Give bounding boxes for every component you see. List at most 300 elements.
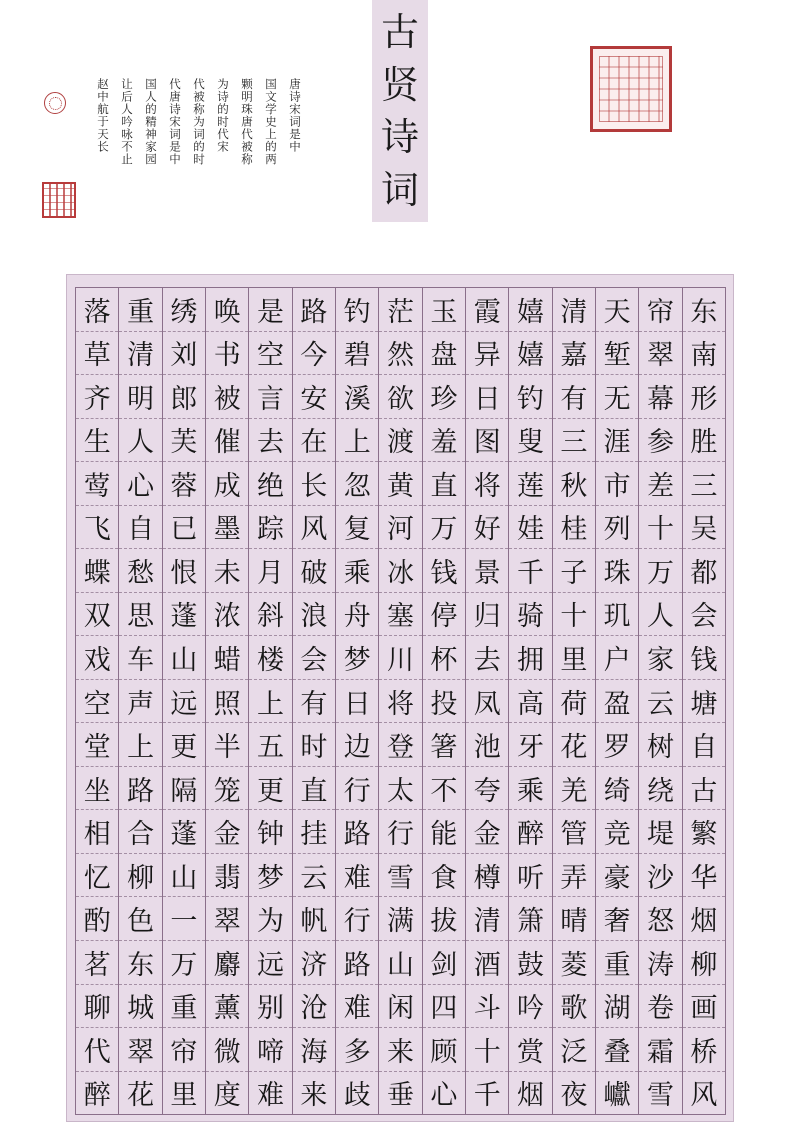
- grid-cell: 上: [336, 419, 378, 463]
- grid-cell: 顾: [423, 1028, 465, 1072]
- grid-cell: 冰: [379, 549, 421, 593]
- grid-cell: 骑: [509, 593, 551, 637]
- grid-cell: 自: [683, 723, 725, 767]
- grid-cell: 斗: [466, 985, 508, 1029]
- grid-cell: 双: [76, 593, 118, 637]
- grid-cell: 啼: [249, 1028, 291, 1072]
- grid-cell: 叠: [596, 1028, 638, 1072]
- grid-cell: 鼓: [509, 941, 551, 985]
- grid-cell: 三: [683, 462, 725, 506]
- grid-cell: 明: [119, 375, 161, 419]
- grid-cell: 难: [257, 1080, 285, 1112]
- intro-column: 颗明珠唐代被称: [240, 78, 254, 166]
- grid-cell: 繁: [683, 810, 725, 854]
- grid-cell: 重: [596, 941, 638, 985]
- grid-cell: 色: [119, 897, 161, 941]
- intro-text: [94, 78, 303, 228]
- grid-cell: 梦: [336, 636, 378, 680]
- grid-cell: 山: [379, 941, 421, 985]
- grid-cell: 行: [336, 897, 378, 941]
- grid-cell: 子: [553, 549, 595, 593]
- grid-cell: 别: [249, 985, 291, 1029]
- grid-cell: 在: [293, 419, 335, 463]
- grid-cell: 翠: [639, 332, 681, 376]
- grid-cell: 直: [423, 462, 465, 506]
- grid-cell: 有: [553, 375, 595, 419]
- grid-cell: 能: [423, 810, 465, 854]
- grid-cell: 羞: [423, 419, 465, 463]
- grid-cell: 未: [206, 549, 248, 593]
- grid-cell: 帆: [293, 897, 335, 941]
- grid-cell: 金: [466, 810, 508, 854]
- grid-cell: 上: [119, 723, 161, 767]
- grid-cell: 杯: [423, 636, 465, 680]
- grid-cell: 莺: [76, 462, 118, 506]
- grid-cell: 重: [163, 985, 205, 1029]
- grid-cell: 更: [249, 767, 291, 811]
- title-banner: [372, 0, 428, 222]
- grid-cell: 盘: [423, 332, 465, 376]
- grid-cell: 多: [336, 1028, 378, 1072]
- grid-cell: 碧: [336, 332, 378, 376]
- character-grid: [75, 287, 726, 1115]
- intro-column: 唐诗宋词是中: [288, 78, 302, 153]
- title-char: 古: [380, 10, 419, 55]
- grid-cell: 会: [683, 593, 725, 637]
- grid-cell: 溪: [336, 375, 378, 419]
- grid-column: [336, 288, 379, 1114]
- grid-cell: 十: [466, 1028, 508, 1072]
- grid-cell: 蓉: [163, 462, 205, 506]
- grid-cell: 太: [379, 767, 421, 811]
- grid-cell: 樽: [466, 854, 508, 898]
- grid-cell: 被: [206, 375, 248, 419]
- grid-cell: 自: [119, 506, 161, 550]
- grid-cell: 墨: [206, 506, 248, 550]
- grid-cell: 将: [466, 462, 508, 506]
- grid-cell: 玑: [596, 593, 638, 637]
- grid-cell: 钟: [249, 810, 291, 854]
- grid-cell: 绝: [249, 462, 291, 506]
- grid-column: [249, 288, 292, 1114]
- grid-cell: 钱: [683, 636, 725, 680]
- grid-cell: 河: [379, 506, 421, 550]
- grid-cell: 烟: [517, 1080, 545, 1112]
- grid-cell: 绕: [639, 767, 681, 811]
- grid-cell: 去: [466, 636, 508, 680]
- grid-cell: 户: [596, 636, 638, 680]
- grid-cell: 行: [379, 810, 421, 854]
- grid-cell: 梦: [249, 854, 291, 898]
- grid-cell: 云: [639, 680, 681, 724]
- grid-cell: 满: [379, 897, 421, 941]
- grid-cell: 异: [466, 332, 508, 376]
- grid-cell: 霞: [466, 288, 508, 332]
- grid-cell: 日: [466, 375, 508, 419]
- grid-cell: 钓: [336, 288, 378, 332]
- intro-column: 让后人吟咏不止: [120, 78, 134, 166]
- round-seal-stamp: [44, 92, 66, 114]
- grid-cell: 十: [639, 506, 681, 550]
- grid-cell: 形: [683, 375, 725, 419]
- grid-cell: 湖: [596, 985, 638, 1029]
- grid-cell: 剑: [423, 941, 465, 985]
- grid-column: [423, 288, 466, 1114]
- grid-cell: 山: [163, 636, 205, 680]
- grid-cell: 嬉: [509, 332, 551, 376]
- grid-cell: 破: [293, 549, 335, 593]
- grid-cell: 箸: [423, 723, 465, 767]
- grid-cell: 帘: [163, 1028, 205, 1072]
- grid-cell: 绮: [596, 767, 638, 811]
- grid-cell: 羌: [553, 767, 595, 811]
- grid-cell: 卷: [639, 985, 681, 1029]
- grid-cell: 塞: [379, 593, 421, 637]
- grid-cell: 东: [683, 288, 725, 332]
- grid-cell: 愁: [119, 549, 161, 593]
- grid-cell: 弄: [553, 854, 595, 898]
- grid-cell: 秋: [553, 462, 595, 506]
- grid-cell: 乘: [509, 767, 551, 811]
- grid-cell: 翠: [119, 1028, 161, 1072]
- grid-cell: 清: [119, 332, 161, 376]
- grid-cell: 万: [163, 941, 205, 985]
- grid-cell: 里: [170, 1080, 198, 1112]
- grid-cell: 声: [119, 680, 161, 724]
- grid-cell: 催: [206, 419, 248, 463]
- grid-cell: 奢: [596, 897, 638, 941]
- grid-cell: 怒: [639, 897, 681, 941]
- grid-cell: 月: [249, 549, 291, 593]
- grid-cell: 难: [336, 854, 378, 898]
- intro-column: 代被称为词的时: [192, 78, 206, 166]
- grid-cell: 沧: [293, 985, 335, 1029]
- grid-cell: 巘: [603, 1080, 631, 1112]
- grid-cell: 市: [596, 462, 638, 506]
- grid-cell: 然: [379, 332, 421, 376]
- grid-cell: 娃: [509, 506, 551, 550]
- grid-column: [553, 288, 596, 1114]
- grid-cell: 花: [553, 723, 595, 767]
- grid-cell: 长: [293, 462, 335, 506]
- grid-column: [163, 288, 206, 1114]
- grid-cell: 夸: [466, 767, 508, 811]
- grid-cell: 心: [119, 462, 161, 506]
- grid-cell: 远: [163, 680, 205, 724]
- grid-cell: 闲: [379, 985, 421, 1029]
- grid-cell: 心: [430, 1080, 458, 1112]
- grid-cell: 歌: [553, 985, 595, 1029]
- grid-cell: 晴: [553, 897, 595, 941]
- grid-cell: 戏: [76, 636, 118, 680]
- grid-cell: 草: [76, 332, 118, 376]
- grid-cell: 都: [683, 549, 725, 593]
- title-char: 贤: [380, 62, 419, 107]
- grid-cell: 霜: [639, 1028, 681, 1072]
- grid-cell: 翡: [206, 854, 248, 898]
- grid-cell: 堤: [639, 810, 681, 854]
- grid-column: [206, 288, 249, 1114]
- grid-cell: 唤: [206, 288, 248, 332]
- grid-cell: 山: [163, 854, 205, 898]
- grid-cell: 来: [379, 1028, 421, 1072]
- grid-cell: 浪: [293, 593, 335, 637]
- grid-cell: 蜡: [206, 636, 248, 680]
- grid-cell: 蓬: [163, 593, 205, 637]
- grid-cell: 柳: [683, 941, 725, 985]
- grid-cell: 五: [249, 723, 291, 767]
- grid-cell: 莲: [509, 462, 551, 506]
- grid-cell: 更: [163, 723, 205, 767]
- grid-cell: 微: [206, 1028, 248, 1072]
- grid-cell: 泛: [553, 1028, 595, 1072]
- grid-cell: 蝶: [76, 549, 118, 593]
- grid-cell: 箫: [509, 897, 551, 941]
- grid-cell: 花: [127, 1080, 155, 1112]
- grid-cell: 车: [119, 636, 161, 680]
- grid-column: [509, 288, 552, 1114]
- grid-cell: 醉: [83, 1080, 111, 1112]
- grid-cell: 去: [249, 419, 291, 463]
- grid-cell: 忆: [76, 854, 118, 898]
- grid-cell: 挂: [293, 810, 335, 854]
- grid-cell: 齐: [76, 375, 118, 419]
- intro-column: 国文学史上的两: [264, 78, 278, 166]
- grid-column: [119, 288, 162, 1114]
- grid-column: [293, 288, 336, 1114]
- grid-cell: 东: [119, 941, 161, 985]
- grid-cell: 塘: [683, 680, 725, 724]
- grid-cell: 刘: [163, 332, 205, 376]
- grid-cell: 雪: [379, 854, 421, 898]
- grid-cell: 幕: [639, 375, 681, 419]
- grid-cell: 垂: [387, 1080, 415, 1112]
- grid-cell: 吴: [683, 506, 725, 550]
- grid-cell: 时: [293, 723, 335, 767]
- grid-cell: 度: [213, 1080, 241, 1112]
- grid-cell: 黄: [379, 462, 421, 506]
- grid-cell: 玉: [423, 288, 465, 332]
- grid-cell: 堑: [596, 332, 638, 376]
- grid-column: [379, 288, 422, 1114]
- grid-cell: 画: [683, 985, 725, 1029]
- grid-cell: 醉: [509, 810, 551, 854]
- grid-cell: 舟: [336, 593, 378, 637]
- grid-cell: 楼: [249, 636, 291, 680]
- title-char: 诗: [380, 115, 419, 160]
- grid-cell: 归: [466, 593, 508, 637]
- grid-cell: 思: [119, 593, 161, 637]
- grid-cell: 古: [683, 767, 725, 811]
- grid-cell: 半: [206, 723, 248, 767]
- grid-cell: 路: [293, 288, 335, 332]
- grid-cell: 管: [553, 810, 595, 854]
- grid-cell: 天: [596, 288, 638, 332]
- grid-cell: 嘉: [553, 332, 595, 376]
- grid-cell: 将: [379, 680, 421, 724]
- grid-column: [596, 288, 639, 1114]
- grid-cell: 代: [76, 1028, 118, 1072]
- grid-cell: 茫: [379, 288, 421, 332]
- grid-cell: 恨: [163, 549, 205, 593]
- grid-cell: 南: [683, 332, 725, 376]
- grid-cell: 乘: [336, 549, 378, 593]
- grid-column: [683, 288, 726, 1114]
- grid-cell: 清: [553, 288, 595, 332]
- grid-column: [76, 288, 119, 1114]
- grid-cell: 有: [293, 680, 335, 724]
- grid-cell: 隔: [163, 767, 205, 811]
- grid-cell: 是: [249, 288, 291, 332]
- grid-cell: 坐: [76, 767, 118, 811]
- grid-cell: 茗: [76, 941, 118, 985]
- grid-cell: 里: [553, 636, 595, 680]
- grid-cell: 柳: [119, 854, 161, 898]
- grid-cell: 上: [249, 680, 291, 724]
- grid-cell: 树: [639, 723, 681, 767]
- grid-cell: 池: [466, 723, 508, 767]
- grid-cell: 复: [336, 506, 378, 550]
- grid-cell: 风: [690, 1080, 718, 1112]
- grid-cell: 人: [639, 593, 681, 637]
- grid-cell: 济: [293, 941, 335, 985]
- grid-cell: 安: [293, 375, 335, 419]
- grid-cell: 风: [293, 506, 335, 550]
- grid-cell: 沙: [639, 854, 681, 898]
- grid-cell: 路: [336, 810, 378, 854]
- grid-cell: 帘: [639, 288, 681, 332]
- grid-cell: 胜: [683, 419, 725, 463]
- grid-cell: 叟: [509, 419, 551, 463]
- grid-cell: 千: [473, 1080, 501, 1112]
- grid-cell: 吟: [509, 985, 551, 1029]
- grid-cell: 合: [119, 810, 161, 854]
- grid-cell: 蓬: [163, 810, 205, 854]
- grid-cell: 涛: [639, 941, 681, 985]
- grid-cell: 涯: [596, 419, 638, 463]
- intro-column: 国人的精神家园: [144, 78, 158, 166]
- grid-cell: 踪: [249, 506, 291, 550]
- grid-cell: 已: [163, 506, 205, 550]
- title-char: 词: [380, 167, 419, 212]
- grid-cell: 投: [423, 680, 465, 724]
- grid-cell: 远: [249, 941, 291, 985]
- grid-cell: 罗: [596, 723, 638, 767]
- grid-cell: 盈: [596, 680, 638, 724]
- grid-cell: 万: [639, 549, 681, 593]
- grid-cell: 麝: [206, 941, 248, 985]
- grid-cell: 日: [336, 680, 378, 724]
- grid-cell: 万: [423, 506, 465, 550]
- intro-column: 为诗的时代宋: [216, 78, 230, 153]
- grid-cell: 书: [206, 332, 248, 376]
- grid-cell: 笼: [206, 767, 248, 811]
- grid-cell: 三: [553, 419, 595, 463]
- grid-cell: 郎: [163, 375, 205, 419]
- grid-cell: 荷: [553, 680, 595, 724]
- grid-cell: 华: [683, 854, 725, 898]
- grid-cell: 薰: [206, 985, 248, 1029]
- grid-cell: 夜: [560, 1080, 588, 1112]
- grid-cell: 牙: [509, 723, 551, 767]
- grid-cell: 拥: [509, 636, 551, 680]
- grid-cell: 为: [249, 897, 291, 941]
- grid-cell: 芙: [163, 419, 205, 463]
- large-square-seal-stamp: [590, 46, 672, 132]
- grid-cell: 渡: [379, 419, 421, 463]
- grid-cell: 边: [336, 723, 378, 767]
- grid-cell: 嬉: [509, 288, 551, 332]
- grid-cell: 成: [206, 462, 248, 506]
- grid-cell: 不: [423, 767, 465, 811]
- grid-cell: 赏: [509, 1028, 551, 1072]
- grid-cell: 飞: [76, 506, 118, 550]
- grid-column: [466, 288, 509, 1114]
- grid-cell: 路: [119, 767, 161, 811]
- grid-cell: 听: [509, 854, 551, 898]
- grid-cell: 烟: [683, 897, 725, 941]
- grid-cell: 清: [466, 897, 508, 941]
- grid-cell: 图: [466, 419, 508, 463]
- grid-cell: 珠: [596, 549, 638, 593]
- grid-cell: 无: [596, 375, 638, 419]
- grid-cell: 忽: [336, 462, 378, 506]
- grid-cell: 重: [119, 288, 161, 332]
- grid-cell: 桂: [553, 506, 595, 550]
- grid-cell: 生: [76, 419, 118, 463]
- grid-cell: 钓: [509, 375, 551, 419]
- grid-cell: 景: [466, 549, 508, 593]
- grid-cell: 登: [379, 723, 421, 767]
- grid-cell: 桥: [683, 1028, 725, 1072]
- grid-cell: 钱: [423, 549, 465, 593]
- grid-cell: 来: [300, 1080, 328, 1112]
- grid-cell: 川: [379, 636, 421, 680]
- grid-cell: 酌: [76, 897, 118, 941]
- grid-cell: 一: [163, 897, 205, 941]
- grid-cell: 酒: [466, 941, 508, 985]
- grid-cell: 列: [596, 506, 638, 550]
- grid-column: [639, 288, 682, 1114]
- grid-cell: 凤: [466, 680, 508, 724]
- grid-cell: 竞: [596, 810, 638, 854]
- grid-cell: 食: [423, 854, 465, 898]
- grid-cell: 家: [639, 636, 681, 680]
- grid-cell: 差: [639, 462, 681, 506]
- grid-cell: 金: [206, 810, 248, 854]
- grid-cell: 好: [466, 506, 508, 550]
- grid-cell: 十: [553, 593, 595, 637]
- grid-cell: 空: [249, 332, 291, 376]
- grid-cell: 照: [206, 680, 248, 724]
- grid-cell: 参: [639, 419, 681, 463]
- grid-cell: 海: [293, 1028, 335, 1072]
- grid-cell: 歧: [343, 1080, 371, 1112]
- grid-cell: 浓: [206, 593, 248, 637]
- grid-cell: 聊: [76, 985, 118, 1029]
- grid-cell: 会: [293, 636, 335, 680]
- grid-cell: 难: [336, 985, 378, 1029]
- calligraphy-grid-sheet: [66, 274, 734, 1122]
- grid-cell: 落: [76, 288, 118, 332]
- grid-cell: 斜: [249, 593, 291, 637]
- intro-signature: 赵中航于天长: [96, 78, 110, 153]
- small-square-seal-stamp: [42, 182, 76, 218]
- grid-cell: 绣: [163, 288, 205, 332]
- grid-cell: 相: [76, 810, 118, 854]
- grid-cell: 豪: [596, 854, 638, 898]
- intro-column: 代唐诗宋词是中: [168, 78, 182, 166]
